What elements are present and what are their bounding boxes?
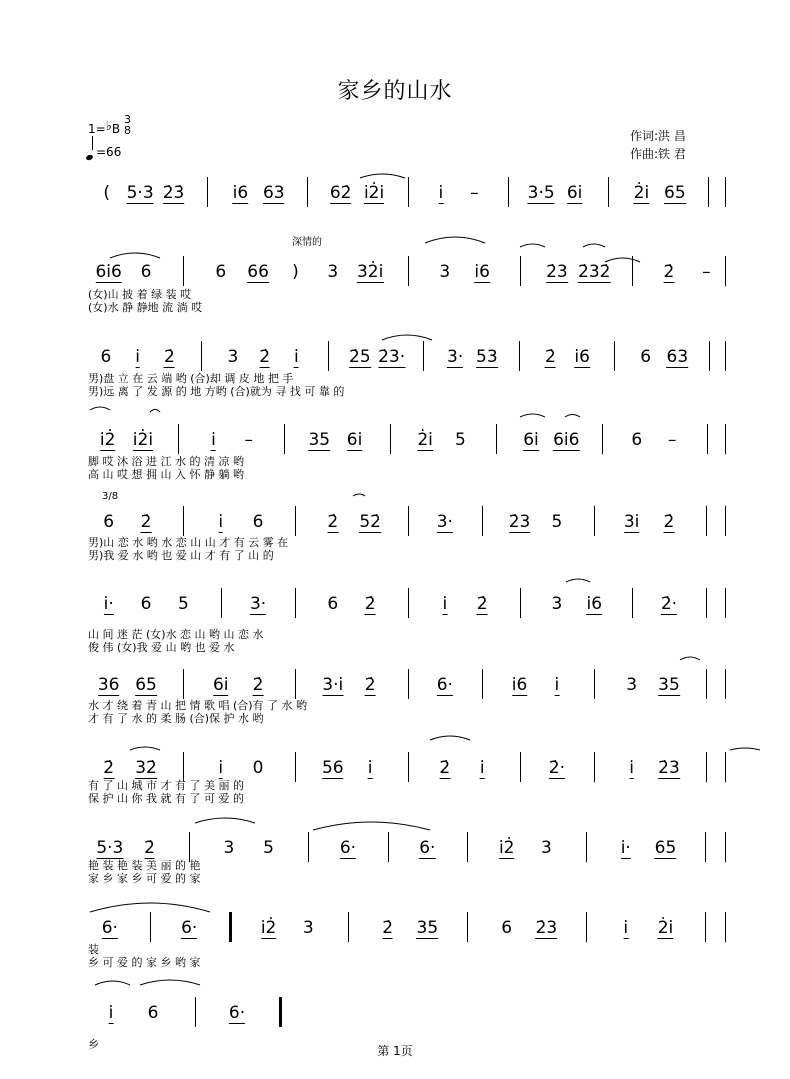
slur bbox=[353, 494, 365, 496]
note: 32̇i̇ bbox=[356, 262, 384, 282]
lyric-line: (女)水 静 静地 流 淌 哎 bbox=[88, 301, 203, 314]
lyric-line: 装 bbox=[88, 943, 99, 956]
slur bbox=[565, 415, 580, 418]
note: 35 bbox=[416, 918, 439, 938]
note: – bbox=[244, 430, 253, 450]
note: i̇· bbox=[620, 838, 631, 858]
note: i̇ bbox=[442, 594, 448, 614]
note: 6i̇ bbox=[212, 675, 229, 695]
note: 3 bbox=[551, 594, 563, 614]
note: i̇6 bbox=[232, 183, 249, 203]
note: 2̇ bbox=[144, 838, 155, 858]
lyric-line: 保 护 山 你 我 就 有 了 可 爱 的 bbox=[88, 792, 244, 805]
note: 56 bbox=[321, 758, 344, 778]
note: 6 bbox=[252, 512, 264, 532]
note: 2̇ bbox=[364, 675, 376, 695]
note: 3 bbox=[540, 838, 552, 858]
note: 65 bbox=[135, 675, 157, 695]
note: 2̇ bbox=[364, 594, 376, 614]
note: 66 bbox=[247, 262, 269, 282]
note: 5 bbox=[263, 838, 275, 858]
note: 5·3 bbox=[96, 838, 124, 858]
slur bbox=[520, 244, 545, 247]
slur bbox=[430, 736, 470, 740]
note: 35 bbox=[308, 430, 331, 450]
song-title: 家乡的山水 bbox=[337, 79, 453, 104]
note: 3 bbox=[327, 262, 339, 282]
note: – bbox=[470, 183, 479, 203]
note: 3 bbox=[302, 918, 314, 938]
note: 5 bbox=[454, 430, 466, 450]
note: 2̇i̇ bbox=[633, 183, 650, 203]
note: 3·i̇ bbox=[322, 675, 344, 695]
note: 32̇ bbox=[135, 758, 157, 778]
note: 6 bbox=[103, 512, 115, 532]
note: 2̇ bbox=[252, 675, 264, 695]
note: i̇ bbox=[294, 347, 299, 367]
note: 2̇3 bbox=[658, 758, 680, 778]
slur bbox=[130, 747, 160, 750]
note: 6· bbox=[339, 838, 357, 858]
lyric-line: 乡 可 爱 的 家 乡 哟 家 bbox=[88, 956, 201, 969]
note: 6· bbox=[181, 918, 198, 938]
note: 3· bbox=[249, 594, 267, 614]
slur bbox=[382, 335, 432, 340]
time-top: 3 bbox=[124, 113, 131, 126]
note: i̇2̇ bbox=[260, 918, 277, 938]
note: 2̇32̇ bbox=[578, 262, 611, 282]
slur bbox=[110, 253, 160, 258]
note: 2̇· bbox=[548, 758, 566, 778]
slur bbox=[730, 748, 760, 750]
time-bottom: 8 bbox=[124, 124, 131, 137]
note: i̇ bbox=[211, 430, 216, 450]
note: i̇2̇ bbox=[498, 838, 515, 858]
note: 53 bbox=[476, 347, 498, 367]
note: 2̇ bbox=[544, 347, 556, 367]
note: i̇ bbox=[554, 675, 560, 695]
note: 2̇ bbox=[439, 758, 451, 778]
note: i̇ bbox=[367, 758, 373, 778]
note: 6 bbox=[140, 594, 152, 614]
note: 6 bbox=[327, 594, 339, 614]
note: 3· bbox=[436, 512, 453, 532]
note: 6 bbox=[147, 1003, 159, 1023]
slur bbox=[90, 407, 110, 410]
note: 2̇3· bbox=[378, 347, 406, 367]
meter-change: 3/8 bbox=[102, 491, 119, 502]
note: 2̇ bbox=[663, 512, 675, 532]
note: 2̇3 bbox=[546, 262, 568, 282]
note: – bbox=[702, 262, 711, 282]
note: 2̇i̇ bbox=[657, 918, 674, 938]
note: 6i̇ bbox=[566, 183, 583, 203]
lyric-line: 乡 bbox=[88, 1038, 99, 1051]
lyric-line: 家 乡 家 乡 可 爱 的 家 bbox=[88, 872, 201, 885]
note: 52̇ bbox=[359, 512, 381, 532]
note: 2̇3̇ bbox=[162, 183, 185, 203]
note: 5 bbox=[551, 512, 563, 532]
note: 2̇ bbox=[663, 262, 675, 282]
note: ( bbox=[103, 183, 111, 203]
note: 3i̇ bbox=[623, 512, 640, 532]
lyric-line: 高 山 哎 想 拥 山 入 怀 静 躺 哟 bbox=[88, 468, 244, 481]
note: 63 bbox=[262, 183, 285, 203]
note: 2̇3 bbox=[535, 918, 558, 938]
lyricist: 作词:洪 昌 bbox=[630, 129, 686, 143]
note: 2̇ bbox=[476, 594, 488, 614]
note: 6 bbox=[100, 347, 112, 367]
tempo-value: =66 bbox=[96, 145, 122, 159]
note: 36 bbox=[97, 675, 120, 695]
note: 65 bbox=[664, 183, 686, 203]
slur bbox=[150, 410, 160, 413]
note: i̇6 bbox=[511, 675, 528, 695]
lyric-line: 男)我 爱 水 哟 也 爱 山 才 有 了 山 的 bbox=[88, 549, 274, 562]
flat-sign: ♭ bbox=[105, 119, 112, 134]
note: i̇ bbox=[479, 758, 485, 778]
note: 2̇5 bbox=[349, 347, 371, 367]
slur bbox=[195, 818, 255, 823]
note: 6i̇6 bbox=[553, 430, 580, 450]
note: 6· bbox=[101, 918, 118, 938]
note: 2̇ bbox=[382, 918, 394, 938]
note: 2̇ bbox=[259, 347, 271, 367]
note: i̇ bbox=[218, 512, 224, 532]
slur bbox=[680, 657, 700, 660]
note: i̇· bbox=[103, 594, 114, 614]
slur bbox=[520, 414, 545, 417]
note: i̇2̇ bbox=[99, 430, 116, 450]
note: 3 bbox=[439, 262, 451, 282]
note: ) bbox=[292, 262, 299, 282]
lyric-line: (女)山 披 着 绿 装 哎 bbox=[88, 288, 192, 301]
slur bbox=[95, 981, 130, 985]
note: 63 bbox=[666, 347, 689, 367]
note: 6· bbox=[228, 1003, 246, 1023]
note: i̇ bbox=[629, 758, 634, 778]
note: i̇ bbox=[438, 183, 444, 203]
lyric-line: 有 了 山 城 市 才 有 了 美 丽 的 bbox=[88, 779, 244, 792]
note: 6· bbox=[419, 838, 436, 858]
slur bbox=[605, 258, 640, 262]
lyric-line: 俊 伟 (女)我 爱 山 哟 也 爱 水 bbox=[88, 641, 235, 654]
note: 3·5 bbox=[527, 183, 555, 203]
slur bbox=[566, 579, 590, 582]
slur bbox=[425, 237, 485, 243]
note: 6 bbox=[501, 918, 513, 938]
expression-mark: 深情的 bbox=[292, 237, 322, 248]
note: i̇6 bbox=[586, 594, 603, 614]
note: 6 bbox=[140, 262, 152, 282]
note: 2̇3 bbox=[508, 512, 531, 532]
note: i̇ bbox=[623, 918, 629, 938]
note: 6i̇ bbox=[523, 430, 539, 450]
note: 6 bbox=[631, 430, 643, 450]
note: 6i̇6 bbox=[95, 262, 122, 282]
key-note: B bbox=[111, 122, 121, 136]
lyric-line: 男)远 离 了 发 源 的 地 方哟 (合)就为 寻 找 可 靠 的 bbox=[88, 385, 345, 398]
note: 2̇ bbox=[140, 512, 152, 532]
note: i̇ bbox=[135, 347, 140, 367]
note: 6 bbox=[640, 347, 652, 367]
note: 5 bbox=[177, 594, 189, 614]
page-number: 第 1页 bbox=[377, 1044, 413, 1058]
note: i̇ bbox=[108, 1003, 114, 1023]
note: i̇6 bbox=[574, 347, 590, 367]
note: 2̇i̇ bbox=[417, 430, 433, 450]
slur bbox=[360, 174, 405, 178]
lyric-line: 才 有 了 水 的 柔 肠 (合)保 护 水 哟 bbox=[88, 712, 264, 725]
note: i̇ bbox=[218, 758, 224, 778]
lyric-line: 水 才 绕 着 青 山 把 情 歌 唱 (合)有 了 水 哟 bbox=[88, 699, 308, 712]
note: i̇2̇i̇ bbox=[132, 430, 154, 450]
note: 6i̇ bbox=[346, 430, 363, 450]
note: 2̇ bbox=[163, 347, 175, 367]
lyric-line: 山 间 迷 茫 (女)水 恋 山 哟 山 恋 水 bbox=[88, 628, 264, 641]
slur bbox=[90, 903, 210, 912]
key-prefix: 1= bbox=[88, 122, 106, 136]
note: 3 bbox=[223, 838, 235, 858]
note: – bbox=[667, 430, 677, 450]
note: 65 bbox=[654, 838, 677, 858]
note: 35 bbox=[658, 675, 680, 695]
lyric-line: 脚 哎 沐 浴 进 江 水 的 清 凉 哟 bbox=[88, 455, 244, 468]
note: 2̇· bbox=[660, 594, 678, 614]
note: 6· bbox=[436, 675, 453, 695]
lyric-line: 男)山 恋 水 哟 水 恋 山 山 才 有 云 雾 在 bbox=[88, 536, 289, 549]
note: 6 bbox=[215, 262, 227, 282]
note: 3 bbox=[626, 675, 638, 695]
slur bbox=[313, 822, 430, 830]
lyric-line: 男)盘 立 在 云 端 哟 (合)却 调 皮 地 把 手 bbox=[88, 372, 294, 385]
note: 62̇ bbox=[329, 183, 352, 203]
note: i̇2̇i̇ bbox=[363, 183, 385, 203]
note: i̇6 bbox=[474, 262, 490, 282]
note: 3 bbox=[227, 347, 239, 367]
note: 2̇ bbox=[327, 512, 339, 532]
lyric-line: 艳 装 艳 装 美 丽 的 艳 bbox=[88, 859, 201, 872]
note: 5·3 bbox=[126, 183, 154, 203]
composer: 作曲:铁 君 bbox=[630, 147, 686, 161]
note: 2̇ bbox=[103, 758, 115, 778]
slur bbox=[583, 244, 605, 247]
slur bbox=[140, 980, 200, 985]
note: 0 bbox=[252, 758, 264, 778]
note: 3· bbox=[447, 347, 464, 367]
